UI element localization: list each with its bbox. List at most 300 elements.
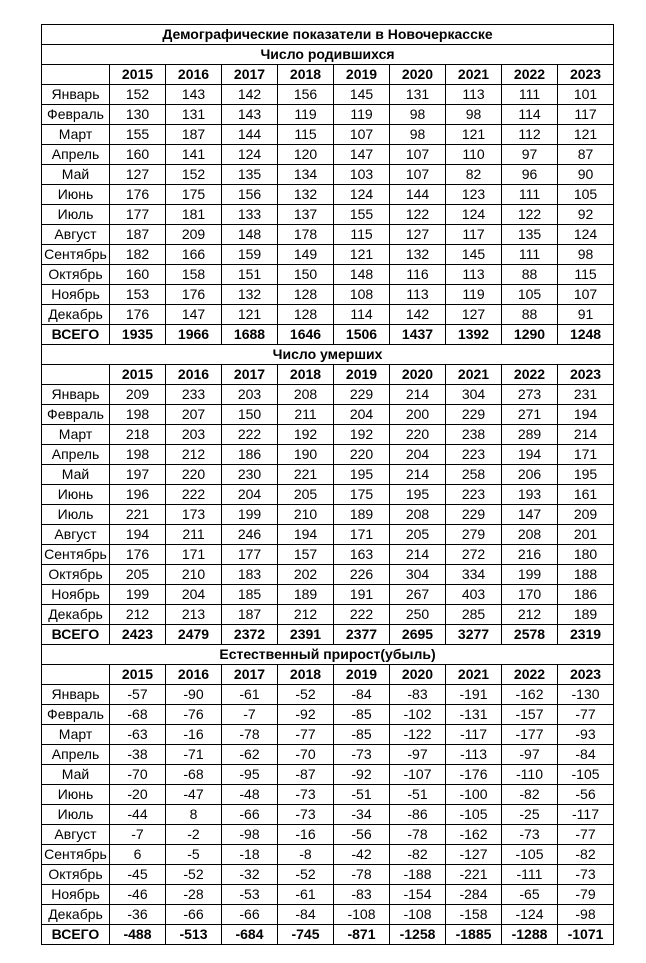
value-cell: 199 [222, 505, 278, 525]
corner-cell [42, 665, 110, 685]
table-row [42, 765, 614, 785]
value-cell: 121 [558, 125, 614, 145]
value-cell: 213 [166, 605, 222, 625]
value-cell: -63 [110, 725, 166, 745]
value-cell: -16 [278, 825, 334, 845]
value-cell: 115 [558, 265, 614, 285]
value-cell: 8 [166, 805, 222, 825]
value-cell: 189 [334, 505, 390, 525]
value-cell: 177 [110, 205, 166, 225]
value-cell: -177 [502, 725, 558, 745]
value-cell: -105 [558, 765, 614, 785]
value-cell: 131 [390, 85, 446, 105]
value-cell: -108 [334, 905, 390, 925]
year-header-cell: 2022 [502, 365, 558, 385]
value-cell: 121 [222, 305, 278, 325]
value-cell: 124 [558, 225, 614, 245]
value-cell: -66 [166, 905, 222, 925]
month-label: Сентябрь [42, 845, 110, 865]
value-cell: 231 [558, 385, 614, 405]
value-cell: 198 [110, 445, 166, 465]
value-cell: -188 [390, 865, 446, 885]
month-label: Февраль [42, 705, 110, 725]
value-cell: -85 [334, 725, 390, 745]
value-cell: 87 [558, 145, 614, 165]
value-cell: -107 [390, 765, 446, 785]
value-cell: 212 [502, 605, 558, 625]
value-cell: 124 [334, 185, 390, 205]
value-cell: 176 [110, 185, 166, 205]
month-label: Февраль [42, 405, 110, 425]
year-header-cell: 2016 [166, 665, 222, 685]
month-label: Август [42, 225, 110, 245]
value-cell: -85 [334, 705, 390, 725]
total-label: ВСЕГО [42, 625, 110, 645]
value-cell: 124 [446, 205, 502, 225]
value-cell: -84 [278, 905, 334, 925]
value-cell: 233 [166, 385, 222, 405]
value-cell: 194 [278, 525, 334, 545]
value-cell: 195 [390, 485, 446, 505]
value-cell: 132 [390, 245, 446, 265]
value-cell: 201 [558, 525, 614, 545]
value-cell: 6 [110, 845, 166, 865]
value-cell: 212 [110, 605, 166, 625]
value-cell: 135 [222, 165, 278, 185]
value-cell: -221 [446, 865, 502, 885]
value-cell: -68 [110, 705, 166, 725]
value-cell: -57 [110, 685, 166, 705]
year-header-cell: 2021 [446, 365, 502, 385]
value-cell: -66 [222, 905, 278, 925]
table-row [42, 525, 614, 545]
value-cell: 210 [278, 505, 334, 525]
total-label: ВСЕГО [42, 925, 110, 945]
value-cell: 157 [278, 545, 334, 565]
value-cell: -62 [222, 745, 278, 765]
corner-cell [42, 365, 110, 385]
value-cell: 203 [166, 425, 222, 445]
value-cell: 127 [110, 165, 166, 185]
value-cell: -124 [502, 905, 558, 925]
value-cell: 163 [334, 545, 390, 565]
value-cell: 156 [278, 85, 334, 105]
value-cell: 190 [278, 445, 334, 465]
total-value-cell: -871 [334, 925, 390, 945]
value-cell: -73 [502, 825, 558, 845]
value-cell: -48 [222, 785, 278, 805]
table-row [42, 745, 614, 765]
value-cell: 110 [446, 145, 502, 165]
value-cell: -110 [502, 765, 558, 785]
value-cell: 212 [166, 445, 222, 465]
year-header-cell: 2023 [558, 65, 614, 85]
value-cell: -154 [390, 885, 446, 905]
value-cell: -83 [334, 885, 390, 905]
total-value-cell: 1506 [334, 325, 390, 345]
year-header-cell: 2015 [110, 365, 166, 385]
value-cell: 180 [558, 545, 614, 565]
total-value-cell: -513 [166, 925, 222, 945]
value-cell: 221 [110, 505, 166, 525]
value-cell: 158 [166, 265, 222, 285]
month-label: Ноябрь [42, 885, 110, 905]
value-cell: 207 [166, 405, 222, 425]
value-cell: -111 [502, 865, 558, 885]
value-cell: 108 [334, 285, 390, 305]
value-cell: 120 [278, 145, 334, 165]
table-row [42, 845, 614, 865]
value-cell: 111 [502, 245, 558, 265]
value-cell: 193 [502, 485, 558, 505]
value-cell: -51 [390, 785, 446, 805]
value-cell: -73 [278, 805, 334, 825]
value-cell: 200 [390, 405, 446, 425]
value-cell: 223 [446, 485, 502, 505]
value-cell: 123 [446, 185, 502, 205]
value-cell: -97 [390, 745, 446, 765]
total-value-cell: 2372 [222, 625, 278, 645]
value-cell: 216 [502, 545, 558, 565]
value-cell: 122 [390, 205, 446, 225]
value-cell: -86 [390, 805, 446, 825]
total-value-cell: -1071 [558, 925, 614, 945]
table-row [42, 285, 614, 305]
value-cell: -47 [166, 785, 222, 805]
value-cell: 279 [446, 525, 502, 545]
value-cell: 113 [446, 85, 502, 105]
year-header-cell: 2016 [166, 65, 222, 85]
value-cell: 230 [222, 465, 278, 485]
value-cell: -18 [222, 845, 278, 865]
value-cell: 220 [390, 425, 446, 445]
table-row [42, 425, 614, 445]
value-cell: 127 [446, 305, 502, 325]
value-cell: 101 [558, 85, 614, 105]
value-cell: 156 [222, 185, 278, 205]
value-cell: -100 [446, 785, 502, 805]
value-cell: -157 [502, 705, 558, 725]
value-cell: 132 [222, 285, 278, 305]
value-cell: -52 [166, 865, 222, 885]
total-row [42, 625, 614, 645]
table-row [42, 885, 614, 905]
value-cell: -56 [558, 785, 614, 805]
value-cell: 214 [390, 385, 446, 405]
value-cell: 183 [222, 565, 278, 585]
value-cell: -32 [222, 865, 278, 885]
value-cell: -77 [278, 725, 334, 745]
value-cell: 148 [222, 225, 278, 245]
value-cell: 175 [334, 485, 390, 505]
value-cell: 130 [110, 105, 166, 125]
value-cell: -36 [110, 905, 166, 925]
value-cell: -46 [110, 885, 166, 905]
year-header-cell: 2018 [278, 665, 334, 685]
table-title: Демографические показатели в Новочеркасске [42, 25, 614, 45]
value-cell: 209 [558, 505, 614, 525]
value-cell: -98 [558, 905, 614, 925]
value-cell: -92 [334, 765, 390, 785]
value-cell: 98 [390, 125, 446, 145]
table-row [42, 305, 614, 325]
value-cell: 166 [166, 245, 222, 265]
value-cell: 150 [278, 265, 334, 285]
total-value-cell: 3277 [446, 625, 502, 645]
table-row [42, 825, 614, 845]
value-cell: -84 [558, 745, 614, 765]
value-cell: 128 [278, 285, 334, 305]
value-cell: 117 [558, 105, 614, 125]
value-cell: -42 [334, 845, 390, 865]
total-value-cell: -1288 [502, 925, 558, 945]
table-row [42, 225, 614, 245]
value-cell: -8 [278, 845, 334, 865]
month-label: Март [42, 725, 110, 745]
table-row [42, 465, 614, 485]
value-cell: 134 [278, 165, 334, 185]
value-cell: 153 [110, 285, 166, 305]
month-label: Июнь [42, 785, 110, 805]
year-header-row [42, 665, 614, 685]
month-label: Январь [42, 385, 110, 405]
value-cell: 304 [446, 385, 502, 405]
value-cell: -122 [390, 725, 446, 745]
value-cell: 214 [390, 545, 446, 565]
total-value-cell: 2695 [390, 625, 446, 645]
total-value-cell: 2319 [558, 625, 614, 645]
table-row [42, 85, 614, 105]
value-cell: 121 [334, 245, 390, 265]
month-label: Июль [42, 505, 110, 525]
value-cell: -2 [166, 825, 222, 845]
value-cell: -83 [390, 685, 446, 705]
month-label: Апрель [42, 745, 110, 765]
value-cell: -66 [222, 805, 278, 825]
total-value-cell: -745 [278, 925, 334, 945]
table-row [42, 725, 614, 745]
year-header-cell: 2020 [390, 65, 446, 85]
value-cell: 114 [334, 305, 390, 325]
value-cell: 170 [502, 585, 558, 605]
value-cell: 196 [110, 485, 166, 505]
value-cell: 107 [390, 165, 446, 185]
table-row [42, 145, 614, 165]
value-cell: -38 [110, 745, 166, 765]
year-header-cell: 2017 [222, 665, 278, 685]
value-cell: 188 [558, 565, 614, 585]
value-cell: 187 [222, 605, 278, 625]
value-cell: -53 [222, 885, 278, 905]
value-cell: 209 [110, 385, 166, 405]
value-cell: 220 [334, 445, 390, 465]
month-label: Декабрь [42, 305, 110, 325]
total-value-cell: 1437 [390, 325, 446, 345]
table-row [42, 445, 614, 465]
value-cell: 222 [222, 425, 278, 445]
value-cell: -176 [446, 765, 502, 785]
value-cell: 226 [334, 565, 390, 585]
month-label: Сентябрь [42, 245, 110, 265]
value-cell: 229 [446, 405, 502, 425]
value-cell: 147 [502, 505, 558, 525]
value-cell: 189 [278, 585, 334, 605]
value-cell: -108 [390, 905, 446, 925]
total-value-cell: 1935 [110, 325, 166, 345]
value-cell: -76 [166, 705, 222, 725]
value-cell: 186 [222, 445, 278, 465]
month-label: Май [42, 765, 110, 785]
value-cell: -28 [166, 885, 222, 905]
value-cell: -20 [110, 785, 166, 805]
value-cell: -131 [446, 705, 502, 725]
value-cell: 198 [110, 405, 166, 425]
value-cell: 145 [446, 245, 502, 265]
month-label: Май [42, 465, 110, 485]
table-row [42, 805, 614, 825]
value-cell: 103 [334, 165, 390, 185]
value-cell: 176 [110, 305, 166, 325]
value-cell: 211 [278, 405, 334, 425]
total-value-cell: 1688 [222, 325, 278, 345]
value-cell: 187 [166, 125, 222, 145]
month-label: Май [42, 165, 110, 185]
value-cell: 149 [278, 245, 334, 265]
value-cell: 122 [502, 205, 558, 225]
value-cell: 107 [558, 285, 614, 305]
table-row [42, 125, 614, 145]
value-cell: 210 [166, 565, 222, 585]
value-cell: 92 [558, 205, 614, 225]
value-cell: -70 [110, 765, 166, 785]
value-cell: 90 [558, 165, 614, 185]
year-header-cell: 2017 [222, 365, 278, 385]
table-row [42, 685, 614, 705]
value-cell: 96 [502, 165, 558, 185]
value-cell: 258 [446, 465, 502, 485]
table-row [42, 905, 614, 925]
section-heading: Число умерших [42, 345, 614, 365]
value-cell: 194 [110, 525, 166, 545]
value-cell: 204 [334, 405, 390, 425]
value-cell: 175 [166, 185, 222, 205]
value-cell: 147 [166, 305, 222, 325]
year-header-cell: 2020 [390, 365, 446, 385]
value-cell: 205 [278, 485, 334, 505]
total-row [42, 925, 614, 945]
value-cell: 150 [222, 405, 278, 425]
value-cell: -117 [558, 805, 614, 825]
total-row [42, 325, 614, 345]
table-row [42, 505, 614, 525]
value-cell: 197 [110, 465, 166, 485]
value-cell: 144 [390, 185, 446, 205]
table-row [42, 185, 614, 205]
value-cell: 111 [502, 185, 558, 205]
value-cell: 128 [278, 305, 334, 325]
total-value-cell: 1290 [502, 325, 558, 345]
value-cell: 161 [558, 485, 614, 505]
value-cell: 105 [502, 285, 558, 305]
value-cell: 145 [334, 85, 390, 105]
value-cell: 304 [390, 565, 446, 585]
value-cell: -78 [222, 725, 278, 745]
value-cell: -82 [390, 845, 446, 865]
month-label: Октябрь [42, 865, 110, 885]
table-row [42, 865, 614, 885]
section-heading: Число родившихся [42, 45, 614, 65]
value-cell: 176 [166, 285, 222, 305]
month-label: Ноябрь [42, 585, 110, 605]
value-cell: -117 [446, 725, 502, 745]
value-cell: -79 [558, 885, 614, 905]
value-cell: 152 [166, 165, 222, 185]
value-cell: 246 [222, 525, 278, 545]
year-header-cell: 2022 [502, 665, 558, 685]
table-row [42, 165, 614, 185]
value-cell: 98 [390, 105, 446, 125]
table-row [42, 565, 614, 585]
table-row [42, 785, 614, 805]
value-cell: 285 [446, 605, 502, 625]
value-cell: 155 [334, 205, 390, 225]
table-row [42, 705, 614, 725]
value-cell: 218 [110, 425, 166, 445]
value-cell: 142 [222, 85, 278, 105]
value-cell: -34 [334, 805, 390, 825]
value-cell: 171 [334, 525, 390, 545]
value-cell: 111 [502, 85, 558, 105]
value-cell: 121 [446, 125, 502, 145]
month-label: Октябрь [42, 565, 110, 585]
value-cell: 203 [222, 385, 278, 405]
value-cell: 115 [278, 125, 334, 145]
value-cell: -92 [278, 705, 334, 725]
value-cell: 171 [558, 445, 614, 465]
value-cell: -61 [278, 885, 334, 905]
section-heading-row [42, 645, 614, 665]
total-value-cell: 2578 [502, 625, 558, 645]
value-cell: 195 [558, 465, 614, 485]
month-label: Октябрь [42, 265, 110, 285]
value-cell: -73 [278, 785, 334, 805]
value-cell: -78 [390, 825, 446, 845]
value-cell: 220 [166, 465, 222, 485]
month-label: Июль [42, 205, 110, 225]
value-cell: -70 [278, 745, 334, 765]
value-cell: 113 [446, 265, 502, 285]
value-cell: 250 [390, 605, 446, 625]
corner-cell [42, 65, 110, 85]
value-cell: -93 [558, 725, 614, 745]
value-cell: 117 [446, 225, 502, 245]
value-cell: -7 [222, 705, 278, 725]
value-cell: 151 [222, 265, 278, 285]
value-cell: 208 [502, 525, 558, 545]
value-cell: 98 [558, 245, 614, 265]
value-cell: 186 [558, 585, 614, 605]
total-value-cell: 1646 [278, 325, 334, 345]
month-label: Декабрь [42, 905, 110, 925]
value-cell: 160 [110, 265, 166, 285]
month-label: Июнь [42, 485, 110, 505]
value-cell: 199 [110, 585, 166, 605]
year-header-cell: 2021 [446, 65, 502, 85]
value-cell: 132 [278, 185, 334, 205]
month-label: Август [42, 525, 110, 545]
value-cell: 143 [166, 85, 222, 105]
value-cell: 124 [222, 145, 278, 165]
